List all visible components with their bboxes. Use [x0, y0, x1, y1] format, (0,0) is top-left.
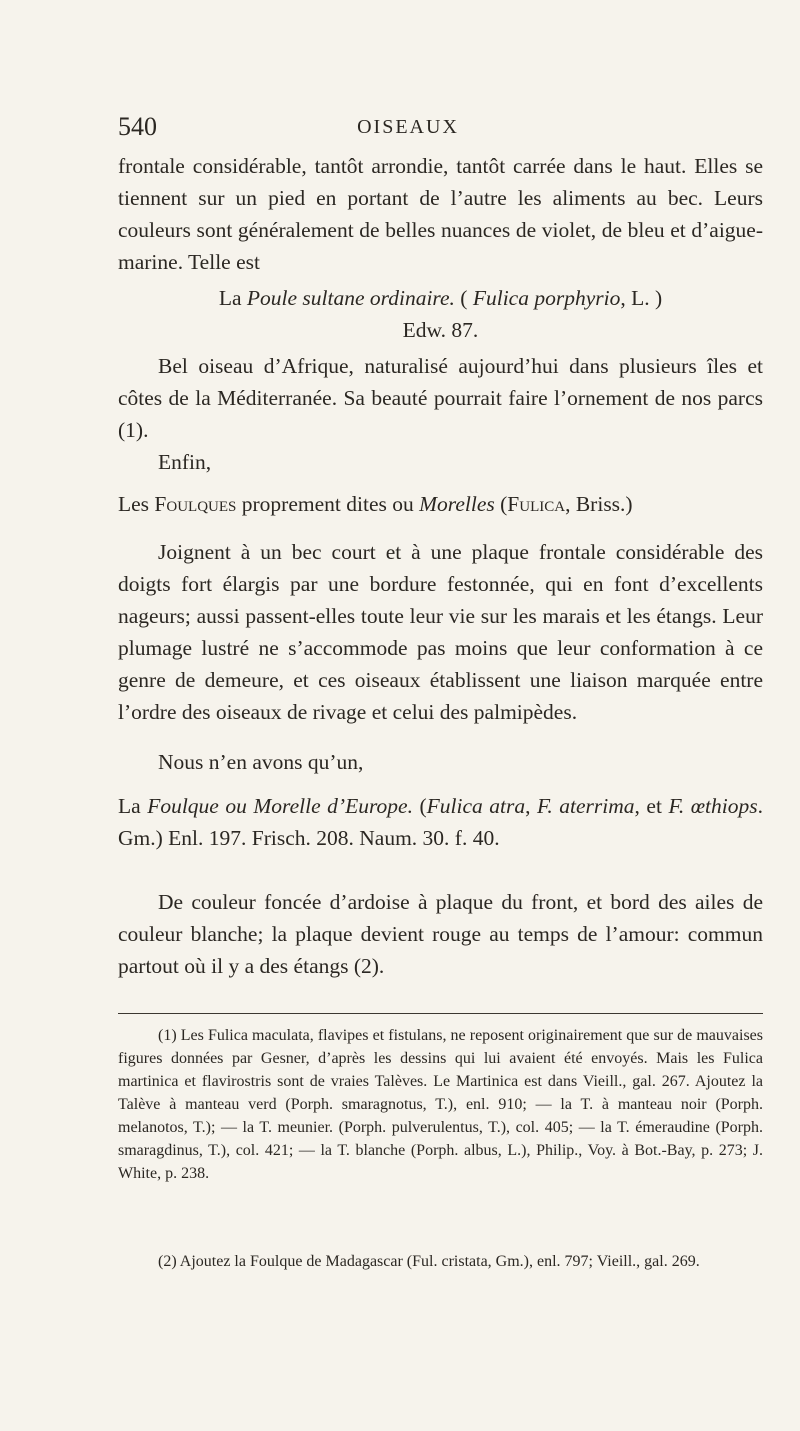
footnote-rule	[118, 1013, 763, 1014]
article: Les	[118, 492, 155, 516]
footnote-2: (2) Ajoutez la Foulque de Madagascar (Ful. cristata, Gm.), enl. 797; Vieill., gal. 269.	[158, 1253, 700, 1270]
paragraph-intro: Nous n’en avons qu’un,	[158, 750, 364, 774]
paragraph-transition: Enfin,	[158, 450, 212, 474]
running-head: OISEAUX	[357, 116, 459, 138]
authority: , Briss.)	[565, 492, 633, 516]
separator: ,	[525, 794, 538, 818]
page-number: 540	[118, 112, 157, 141]
paragraph-description: Bel oiseau d’Afrique, naturalisé aujourd’hui dans plusieurs îles et côtes de la Méditerranée. Sa beauté pourrait faire l’ornement de nos parcs (1).	[118, 354, 763, 442]
species-name: Foulque ou Morelle d’Europe.	[147, 794, 413, 818]
references: . Gm.) Enl. 197. Frisch. 208. Naum. 30. f. 40.	[118, 794, 763, 850]
article: La	[118, 794, 148, 818]
footnote-1: (1) Les Fulica maculata, flavipes et fistulans, ne reposent originairement que sur de mauvaises figures données par Gesner, d’après les dessins qui lui avaient été envoyés. Mais les Fulica martinica et flavirostris sont de vraies Talèves. Le Martinica est dans Vieill., gal. 267. Ajoutez la Talève à manteau verd (Porph. smaragnotus, T.), enl. 910; — la T. à manteau noir (Porph. melanotos, T.); — la T. meunier. (Porph. pulverulentus, T.), col. 405; — la T. émeraudine (Porph. smaragdinus, T.), col. 421; — la T. blanche (Porph. albus, L.), Philip., Voy. à Bot.-Bay, p. 273; J. White, p. 238.	[118, 1027, 763, 1182]
heading-text: proprement dites ou	[236, 492, 420, 516]
paren-open: (	[494, 492, 508, 516]
reference: Edw. 87.	[402, 318, 479, 342]
latin-genus: Fulica	[507, 492, 566, 516]
page-header	[118, 112, 698, 144]
latin-name-2: F. aterrima	[537, 794, 635, 818]
latin-name-3: F. œthiops	[668, 794, 758, 818]
paragraph-continuation: frontale considérable, tantôt arrondie, tantôt carrée dans le haut. Elles se tiennent sur un pied en portant de l’autre les aliments au bec. Leurs couleurs sont généralement de belles nuances de violet, de bleu et d’aigue-marine. Telle est	[118, 154, 763, 274]
paragraph-species-description: De couleur foncée d’ardoise à plaque du front, et bord des ailes de couleur blanche; la plaque devient rouge au temps de l’amour: commun partout où il y a des étangs (2).	[118, 890, 763, 978]
latin-name: Fulica atra	[426, 794, 526, 818]
latin-name: Fulica porphyrio	[472, 286, 621, 310]
paren-open: (	[454, 286, 473, 310]
authority: , L. )	[620, 286, 663, 310]
paren-open: (	[412, 794, 427, 818]
conjunction: , et	[634, 794, 669, 818]
article: La	[218, 286, 247, 310]
species-heading-foulque	[118, 790, 763, 854]
genus-heading-foulques	[118, 488, 763, 520]
species-name: Poule sultane ordinaire.	[246, 286, 455, 310]
species-heading-poule-sultane	[118, 282, 763, 346]
genus-name: Foulques	[154, 492, 237, 516]
paragraph-genus-description: Joignent à un bec court et à une plaque frontale considérable des doigts fort élargis par une bordure festonnée, qui en font d’excellents nageurs; aussi passent-elles toute leur vie sur les marais et les étangs. Leur plumage lustré ne s’accommode pas moins que leur conformation à ce genre de demeure, et ces oiseaux établissent une liaison marquée entre l’ordre des oiseaux de rivage et celui des palmipèdes.	[118, 540, 763, 724]
alt-name: Morelles	[419, 492, 495, 516]
